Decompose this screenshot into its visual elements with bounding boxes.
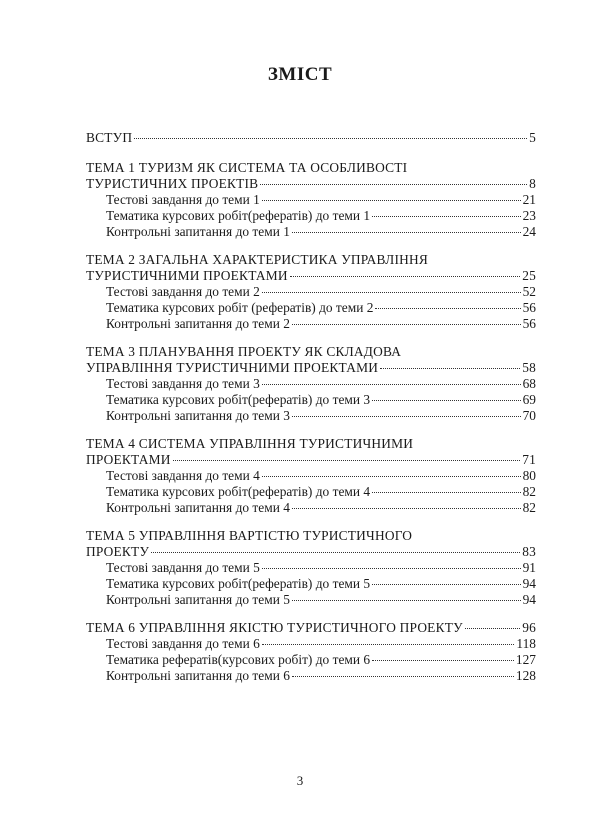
toc-section-heading[interactable]: [86, 544, 536, 560]
toc-entry-label: Тестові завдання до теми 1: [106, 192, 260, 207]
dot-leader: [292, 600, 521, 601]
toc-subentry[interactable]: [86, 468, 536, 484]
toc-entry-page: 56: [522, 316, 536, 331]
toc-section-heading[interactable]: [86, 268, 536, 284]
toc-entry-label: УПРАВЛІННЯ ТУРИСТИЧНИМИ ПРОЕКТАМИ: [86, 360, 379, 375]
toc-section-heading-line1: ТЕМА 1 ТУРИЗМ ЯК СИСТЕМА ТА ОСОБЛИВОСТІ: [86, 160, 408, 175]
toc-entry-label: Контрольні запитання до теми 2: [106, 316, 290, 331]
toc-entry-label: Тематика рефератів(курсових робіт) до теми 6: [106, 652, 371, 667]
toc-entry-label: ТУРИСТИЧНИХ ПРОЕКТІВ: [86, 176, 259, 191]
dot-leader: [262, 384, 521, 385]
toc-section-heading-line1: ТЕМА 3 ПЛАНУВАННЯ ПРОЕКТУ ЯК СКЛАДОВА: [86, 344, 402, 359]
dot-leader: [260, 184, 527, 185]
toc-entry-label: Тематика курсових робіт (рефератів) до теми 2: [106, 300, 374, 315]
toc-entry-page: 127: [515, 652, 536, 667]
toc-subentry[interactable]: [86, 192, 536, 208]
toc-entry-label: Тематика курсових робіт(рефератів) до теми 5: [106, 576, 371, 591]
toc-subentry[interactable]: [86, 376, 536, 392]
toc-entry-page: 21: [522, 192, 536, 207]
dot-leader: [290, 276, 520, 277]
toc-section-heading-line1: ТЕМА 4 СИСТЕМА УПРАВЛІННЯ ТУРИСТИЧНИМИ: [86, 436, 414, 451]
dot-leader: [375, 308, 520, 309]
toc-section-heading-line1: ТЕМА 5 УПРАВЛІННЯ ВАРТІСТЮ ТУРИСТИЧНОГО: [86, 528, 413, 543]
dot-leader: [173, 460, 521, 461]
toc-subentry[interactable]: [86, 208, 536, 224]
toc-entry-label: Тестові завдання до теми 3: [106, 376, 260, 391]
toc-section-5: [86, 528, 536, 608]
toc-entry-page: 118: [516, 636, 536, 651]
toc-entry-page: 83: [522, 544, 536, 559]
toc-subentry[interactable]: [86, 408, 536, 424]
dot-leader: [465, 628, 520, 629]
toc-entry-page: 71: [522, 452, 536, 467]
toc-entry-label: ПРОЕКТУ: [86, 544, 150, 559]
toc-subentry[interactable]: [86, 636, 536, 652]
toc-entry-label: Контрольні запитання до теми 3: [106, 408, 290, 423]
toc-subentry[interactable]: [86, 484, 536, 500]
toc-entry-page: 68: [522, 376, 536, 391]
toc-entry-label: ТЕМА 6 УПРАВЛІННЯ ЯКІСТЮ ТУРИСТИЧНОГО ПРОЕКТУ: [86, 620, 463, 635]
toc-subentry[interactable]: [86, 592, 536, 608]
toc-entry-page: 52: [522, 284, 536, 299]
toc-section-6: [86, 620, 536, 684]
page-number: 3: [296, 773, 304, 788]
toc-entry-label: Тестові завдання до теми 6: [106, 636, 260, 651]
dot-leader: [372, 492, 521, 493]
toc-entry-intro[interactable]: [86, 130, 536, 146]
toc-section-heading[interactable]: [86, 620, 536, 636]
toc-entry-page: 91: [522, 560, 536, 575]
toc-entry-page: 80: [522, 468, 536, 483]
toc-entry-page: 23: [522, 208, 536, 223]
toc-subentry[interactable]: [86, 652, 536, 668]
toc-subentry[interactable]: [86, 316, 536, 332]
toc-section-4: [86, 436, 536, 516]
toc-entry-page: 94: [522, 576, 536, 591]
toc-entry-page: 82: [522, 500, 536, 515]
toc-section-1: [86, 160, 536, 240]
toc-section-heading[interactable]: [86, 176, 536, 192]
toc-entry-label: Тестові завдання до теми 2: [106, 284, 260, 299]
toc-entry-page: 5: [529, 130, 536, 145]
toc-entry-label: Контрольні запитання до теми 5: [106, 592, 290, 607]
table-of-contents: [86, 130, 536, 684]
toc-subentry[interactable]: [86, 224, 536, 240]
toc-entry-label: Тестові завдання до теми 5: [106, 560, 260, 575]
toc-subentry[interactable]: [86, 284, 536, 300]
toc-entry-page: 70: [522, 408, 536, 423]
toc-entry-label: Тематика курсових робіт(рефератів) до теми 3: [106, 392, 371, 407]
toc-entry-label: Контрольні запитання до теми 4: [106, 500, 290, 515]
toc-subentry[interactable]: [86, 500, 536, 516]
toc-entry-label: Контрольні запитання до теми 6: [106, 668, 290, 683]
toc-subentry[interactable]: [86, 392, 536, 408]
toc-entry-page: 128: [515, 668, 536, 683]
dot-leader: [292, 324, 521, 325]
dot-leader: [372, 216, 521, 217]
page-title: ЗМІСТ: [267, 64, 333, 85]
toc-entry-page: 96: [522, 620, 536, 635]
toc-entry-label: Тематика курсових робіт(рефератів) до теми 4: [106, 484, 371, 499]
toc-section-2: [86, 252, 536, 332]
toc-subentry[interactable]: [86, 300, 536, 316]
toc-entry-label: Тестові завдання до теми 4: [106, 468, 260, 483]
toc-entry-label: ПРОЕКТАМИ: [86, 452, 171, 467]
dot-leader: [372, 584, 521, 585]
toc-entry-label: Контрольні запитання до теми 1: [106, 224, 290, 239]
dot-leader: [262, 568, 521, 569]
dot-leader: [292, 416, 521, 417]
dot-leader: [292, 676, 514, 677]
toc-section-3: [86, 344, 536, 424]
toc-section-heading[interactable]: [86, 360, 536, 376]
dot-leader: [372, 660, 514, 661]
dot-leader: [292, 508, 521, 509]
toc-subentry[interactable]: [86, 560, 536, 576]
toc-entry-page: 24: [522, 224, 536, 239]
toc-entry-label: Тематика курсових робіт(рефератів) до теми 1: [106, 208, 371, 223]
dot-leader: [134, 138, 527, 139]
toc-entry-page: 56: [522, 300, 536, 315]
dot-leader: [292, 232, 521, 233]
toc-entry-label: ВСТУП: [86, 130, 133, 145]
dot-leader: [262, 476, 521, 477]
toc-entry-page: 82: [522, 484, 536, 499]
dot-leader: [380, 368, 520, 369]
toc-section-heading-line1: ТЕМА 2 ЗАГАЛЬНА ХАРАКТЕРИСТИКА УПРАВЛІННЯ: [86, 252, 428, 267]
toc-entry-page: 8: [529, 176, 536, 191]
dot-leader: [151, 552, 520, 553]
toc-section-heading[interactable]: [86, 452, 536, 468]
toc-entry-page: 58: [522, 360, 536, 375]
dot-leader: [262, 200, 521, 201]
dot-leader: [372, 400, 521, 401]
toc-subentry[interactable]: [86, 668, 536, 684]
toc-entry-page: 94: [522, 592, 536, 607]
toc-subentry[interactable]: [86, 576, 536, 592]
toc-entry-page: 25: [522, 268, 536, 283]
dot-leader: [262, 644, 515, 645]
toc-entry-label: ТУРИСТИЧНИМИ ПРОЕКТАМИ: [86, 268, 288, 283]
toc-entry-page: 69: [522, 392, 536, 407]
dot-leader: [262, 292, 521, 293]
